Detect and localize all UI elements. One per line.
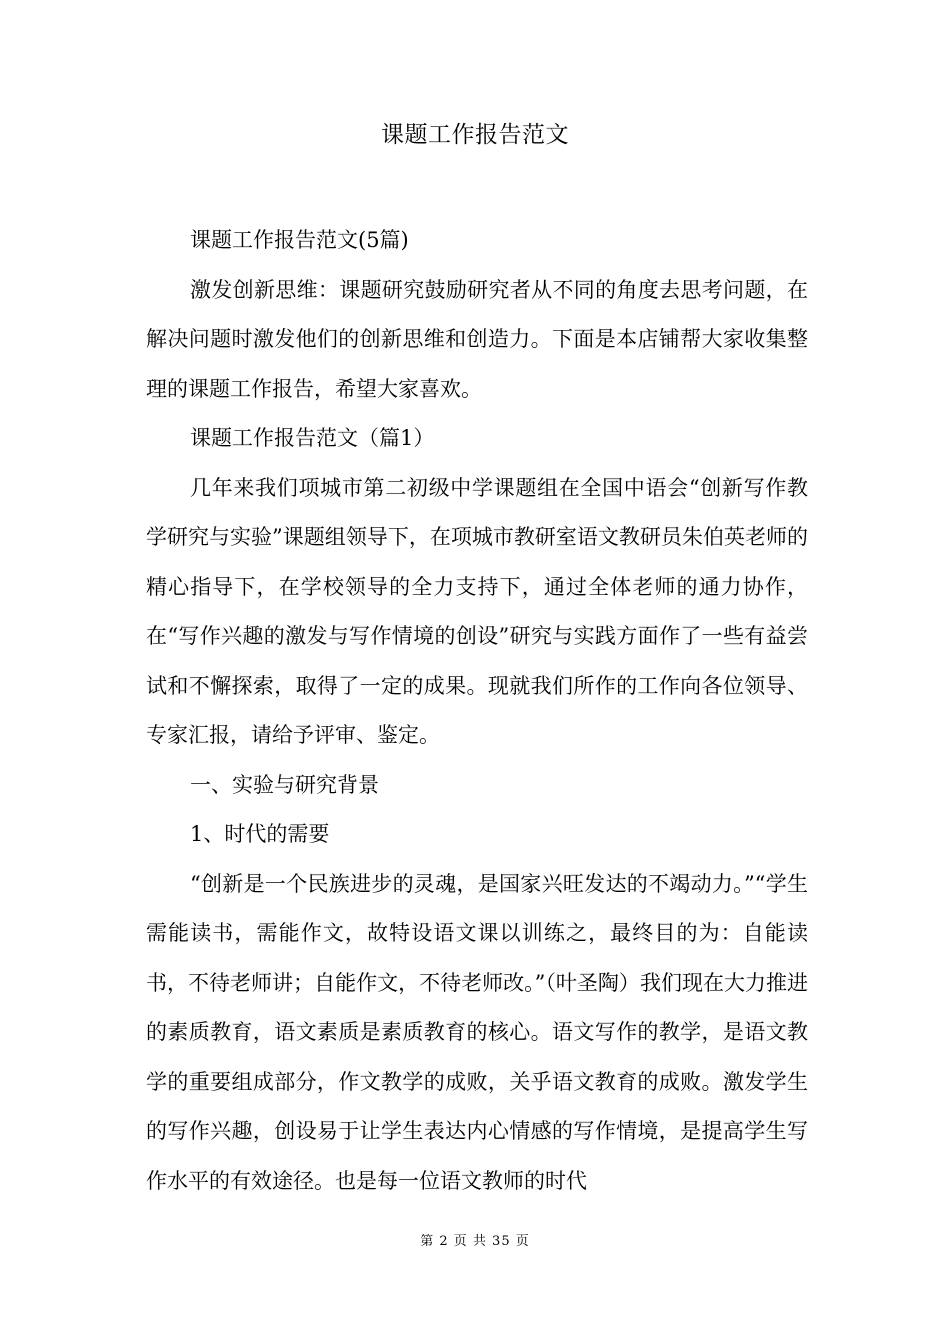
- era-needs-paragraph: “创新是一个民族进步的灵魂，是国家兴旺发达的不竭动力。”“学生需能读书，需能作文，故特设语文课以训练之，最终目的为：自能读书，不待老师讲；自能作文，不待老师改。”（叶圣陶）我们现在大力推进的素质教育，语文素质是素质教育的核心。语文写作的教学，是语文教学的重要组成部分，作文教学的成败，关乎语文教育的成败。激发学生的写作兴趣，创设易于让学生表达内心情感的写作情境，是提高学生写作水平的有效途径。也是每一位语文教师的时代: [146, 871, 808, 1193]
- page-footer: 第 2 页 共 35 页: [420, 1234, 530, 1249]
- heading-background: 一、实验与研究背景: [190, 772, 379, 797]
- heading-era-needs: 1、时代的需要: [190, 822, 330, 846]
- report-paragraph: 几年来我们项城市第二初级中学课题组在全国中语会“创新写作教学研究与实验”课题组领导下，在项城市教研室语文教研员朱伯英老师的精心指导下，在学校领导的全力支持下，通过全体老师的通力协作，在“写作兴趣的激发与写作情境的创设”研究与实践方面作了一些有益尝试和不懈探索，取得了一定的成果。现就我们所作的工作向各位领导、专家汇报，请给予评审、鉴定。: [146, 475, 808, 747]
- document-body: [146, 216, 808, 1206]
- subtitle-paragraph: 课题工作报告范文(5篇): [190, 228, 409, 252]
- intro-paragraph: 激发创新思维：课题研究鼓励研究者从不同的角度去思考问题，在解决问题时激发他们的创新思维和创造力。下面是本店铺帮大家收集整理的课题工作报告，希望大家喜欢。: [146, 277, 808, 401]
- section-heading-paragraph: 课题工作报告范文（篇1）: [190, 426, 435, 450]
- document-title: 课题工作报告范文: [381, 122, 569, 148]
